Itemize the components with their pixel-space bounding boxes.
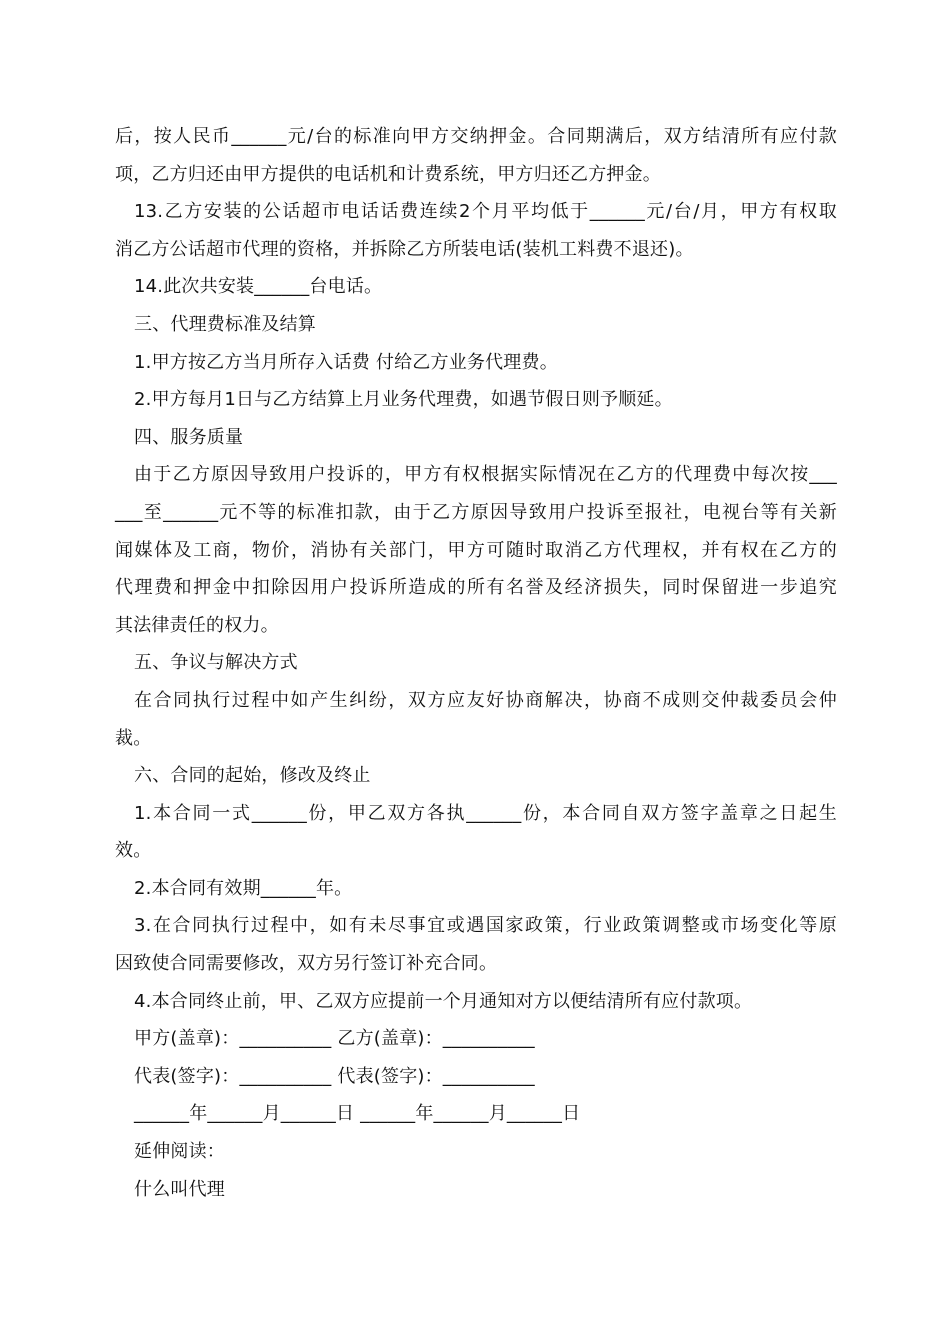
text-line: 项，乙方归还由甲方提供的电话机和计费系统，甲方归还乙方押金。 [115,163,661,185]
text-line: 1.本合同一式______份，甲乙双方各执______份，本合同自双方签字盖章之日起生 [134,802,837,824]
text-line: 代理费和押金中扣除因用户投诉所造成的所有名誉及经济损失，同时保留进一步追究 [115,577,837,599]
text-line: 五、争议与解决方式 [134,652,298,674]
text-line: 1.甲方按乙方当月所存入话费 付给乙方业务代理费。 [134,351,558,373]
text-line: 13.乙方安装的公话超市电话话费连续2个月平均低于______元/台/月，甲方有权取 [134,201,837,223]
text-line: 甲方(盖章)：__________ 乙方(盖章)：__________ [134,1028,535,1050]
text-line: 效。 [115,840,152,862]
text-line: ___至______元不等的标准扣款，由于乙方原因导致用户投诉至报社，电视台等有关新 [115,501,837,523]
document-body [115,118,837,1208]
text-line: 四、服务质量 [134,426,244,448]
text-line: 消乙方公话超市代理的资格，并拆除乙方所装电话(装机工料费不退还)。 [115,238,694,260]
text-line: 代表(签字)：__________ 代表(签字)：__________ [134,1065,535,1087]
text-line: 其法律责任的权力。 [115,614,279,636]
text-line: 2.本合同有效期______年。 [134,877,353,899]
text-line: 后，按人民币______元/台的标准向甲方交纳押金。合同期满后，双方结清所有应付款 [115,126,837,147]
text-line: 3.在合同执行过程中，如有未尽事宜或遇国家政策，行业政策调整或市场变化等原 [134,915,837,937]
text-line: 14.此次共安装______台电话。 [134,276,383,298]
text-line: 由于乙方原因导致用户投诉的，甲方有权根据实际情况在乙方的代理费中每次按___ [134,464,837,486]
text-line: 什么叫代理 [134,1178,225,1200]
text-line: 裁。 [115,727,152,749]
text-line: 4.本合同终止前，甲、乙双方应提前一个月通知对方以便结清所有应付款项。 [134,990,753,1012]
text-line: 2.甲方每月1日与乙方结算上月业务代理费，如遇节假日则予顺延。 [134,389,673,411]
text-line: 六、合同的起始，修改及终止 [134,765,371,787]
text-line: 延伸阅读： [134,1141,225,1163]
text-line: ______年______月______日 ______年______月______日 [134,1103,581,1125]
text-line: 闻媒体及工商，物价，消协有关部门，甲方可随时取消乙方代理权，并有权在乙方的 [115,539,837,561]
text-line: 因致使合同需要修改，双方另行签订补充合同。 [115,953,498,975]
text-line: 三、代理费标准及结算 [134,313,316,335]
text-line: 在合同执行过程中如产生纠纷，双方应友好协商解决，协商不成则交仲裁委员会仲 [134,689,837,711]
